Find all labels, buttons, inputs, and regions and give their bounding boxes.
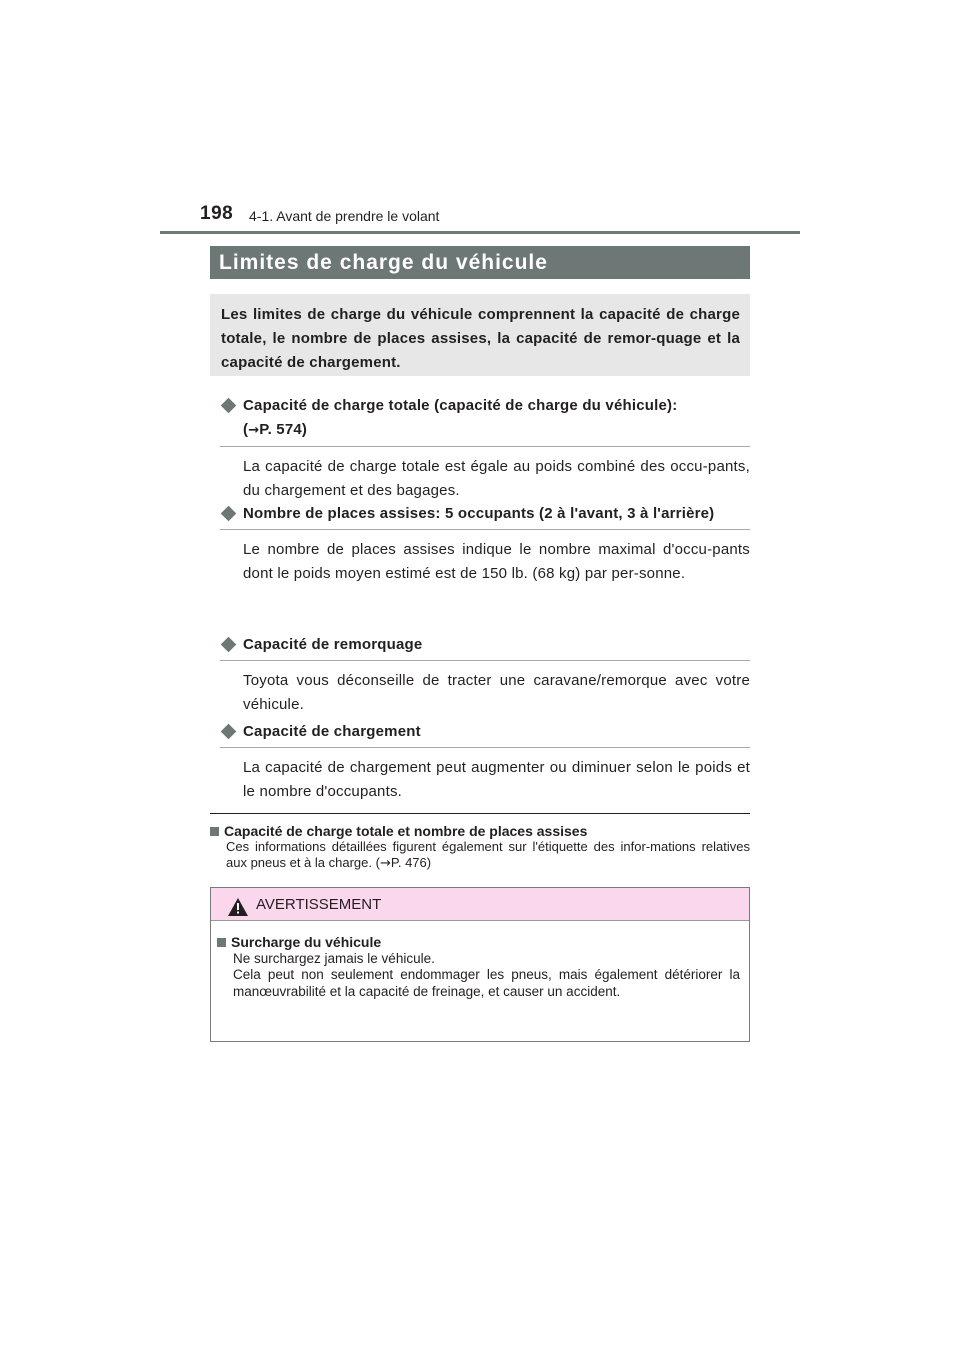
item-heading xyxy=(220,394,750,447)
section-title: Limites de charge du véhicule xyxy=(210,246,750,279)
item-heading-text: Capacité de remorquage xyxy=(243,636,423,653)
square-bullet-icon xyxy=(210,827,219,836)
diamond-bullet-icon xyxy=(221,637,237,653)
item-heading-text: Capacité de charge totale (capacité de charge du véhicule): xyxy=(243,397,678,414)
item-heading-text: Capacité de chargement xyxy=(243,723,421,740)
warning-title-text: Surcharge du véhicule xyxy=(231,934,382,950)
note-text xyxy=(210,839,750,872)
intro-box xyxy=(210,294,750,376)
item-total-capacity xyxy=(220,394,750,503)
page-number: 198 xyxy=(200,203,234,224)
page-reference-link[interactable]: P. 476) xyxy=(390,855,432,870)
section-divider xyxy=(210,813,750,814)
diamond-bullet-icon xyxy=(221,724,237,740)
page-reference-link[interactable]: P. 574) xyxy=(259,421,308,438)
warning-triangle-icon xyxy=(228,898,248,916)
note-title-text: Capacité de charge totale et nombre de places assises xyxy=(224,823,588,839)
warning-box xyxy=(210,887,750,1042)
item-heading xyxy=(220,720,750,748)
arrow-right-icon: → xyxy=(248,423,260,438)
item-heading xyxy=(220,502,750,530)
item-seating-capacity xyxy=(220,502,750,586)
warning-content xyxy=(211,921,749,1000)
warning-label: AVERTISSEMENT xyxy=(256,896,382,913)
item-body: La capacité de chargement peut augmenter ou diminuer selon le poids et le nombre d'occupants. xyxy=(243,759,750,800)
item-heading-text: Nombre de places assises: 5 occupants (2 à l'avant, 3 à l'arrière) xyxy=(243,505,715,522)
warning-line-2: Cela peut non seulement endommager les pneus, mais également détériorer la manœuvrabilité et la capacité de freinage, et causer un accident. xyxy=(233,967,740,999)
note-text-body: Ces informations détaillées figurent également sur l'étiquette des infor-mations relatives aux pneus et à la charge. ( xyxy=(226,839,750,870)
item-heading xyxy=(220,633,750,661)
section-reference: 4-1. Avant de prendre le volant xyxy=(249,208,440,224)
warning-header xyxy=(211,888,749,921)
intro-text: Les limites de charge du véhicule comprennent la capacité de charge totale, le nombre de places assises, la capacité de remor-quage et la capacité de chargement. xyxy=(221,306,740,371)
square-bullet-icon xyxy=(217,938,226,947)
item-cargo-capacity xyxy=(220,720,750,804)
note-block xyxy=(210,823,750,872)
item-heading-ref-open: ( xyxy=(243,421,249,438)
warning-text xyxy=(217,951,740,1001)
warning-title xyxy=(217,934,740,951)
item-towing-capacity xyxy=(220,633,750,717)
warning-line-1: Ne surchargez jamais le véhicule. xyxy=(233,950,435,966)
arrow-right-icon: → xyxy=(379,856,391,871)
diamond-bullet-icon xyxy=(221,398,237,414)
page-header xyxy=(0,0,960,240)
item-body: Le nombre de places assises indique le nombre maximal d'occu-pants dont le poids moyen estimé est de 150 lb. (68 kg) par per-sonne. xyxy=(243,541,750,582)
diamond-bullet-icon xyxy=(221,506,237,522)
note-title xyxy=(210,823,750,839)
item-body: La capacité de charge totale est égale au poids combiné des occu-pants, du chargement et des bagages. xyxy=(243,458,750,499)
header-divider xyxy=(160,231,800,234)
item-body: Toyota vous déconseille de tracter une caravane/remorque avec votre véhicule. xyxy=(243,672,750,713)
